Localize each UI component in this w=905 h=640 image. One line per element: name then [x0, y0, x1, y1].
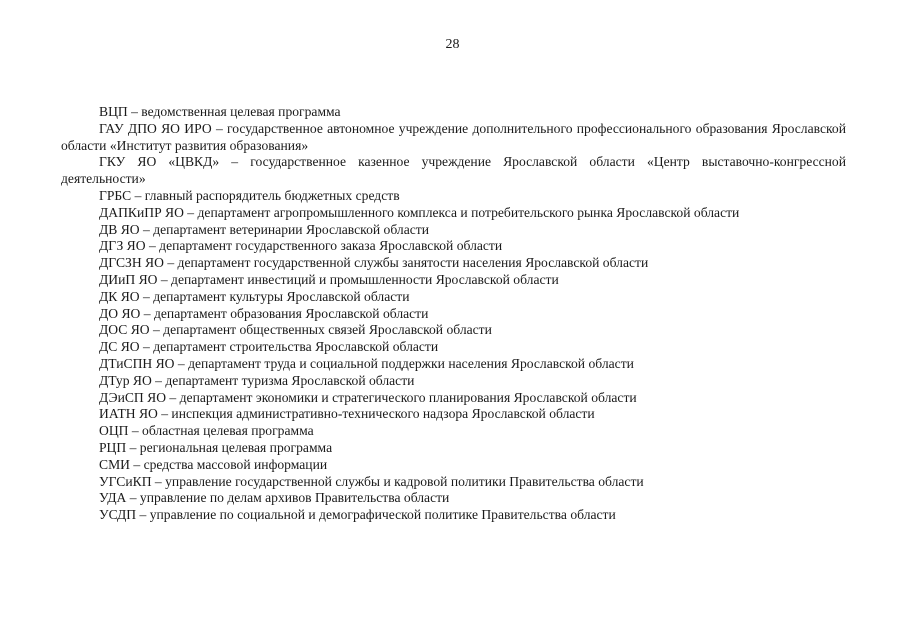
abbreviation-list — [61, 104, 846, 524]
abbreviation-entry-ocp: ОЦП – областная целевая программа — [99, 423, 314, 439]
abbreviation-entry-deisp: ДЭиСП ЯО – департамент экономики и стратегического планирования Ярославской области — [99, 389, 637, 405]
abbreviation-entry-iatn: ИАТН ЯО – инспекция административно-технического надзора Ярославской области — [99, 406, 595, 422]
page-number: 28 — [445, 37, 460, 52]
abbreviation-entry-do: ДО ЯО – департамент образования Ярославской области — [99, 305, 429, 321]
abbreviation-entry-dtispn: ДТиСПН ЯО – департамент труда и социальной поддержки населения Ярославской области — [99, 355, 634, 371]
abbreviation-entry-ugsikp: УГСиКП – управление государственной службы и кадровой политики Правительства области — [99, 473, 644, 489]
abbreviation-entry-dgszn: ДГСЗН ЯО – департамент государственной службы занятости населения Ярославской области — [99, 255, 649, 271]
abbreviation-entry-ds: ДС ЯО – департамент строительства Ярославской области — [99, 339, 439, 355]
abbreviation-entry-diip: ДИиП ЯО – департамент инвестиций и промышленности Ярославской области — [99, 271, 559, 287]
abbreviation-entry-grbs: ГРБС – главный распорядитель бюджетных средств — [99, 187, 400, 203]
abbreviation-entry-dgz: ДГЗ ЯО – департамент государственного заказа Ярославской области — [99, 238, 503, 254]
abbreviation-entry-vcp: ВЦП – ведомственная целевая программа — [99, 104, 341, 119]
abbreviation-entry-dv: ДВ ЯО – департамент ветеринарии Ярославской области — [99, 221, 429, 237]
abbreviation-entry-uda: УДА – управление по делам архивов Правительства области — [99, 490, 450, 506]
abbreviation-entry-usdp: УСДП – управление по социальной и демографической политике Правительства области — [99, 507, 616, 523]
abbreviation-entry-dapkipr: ДАПКиПР ЯО – департамент агропромышленного комплекса и потребительского рынка Ярославской области — [99, 204, 740, 220]
abbreviation-entry-dos: ДОС ЯО – департамент общественных связей Ярославской области — [99, 322, 492, 338]
abbreviation-entry-dk: ДК ЯО – департамент культуры Ярославской области — [99, 288, 410, 304]
abbreviation-entry-dtur: ДТур ЯО – департамент туризма Ярославской области — [99, 372, 415, 388]
abbreviation-entry-rcp: РЦП – региональная целевая программа — [99, 439, 333, 455]
abbreviation-entry-gku-cvkd: ГКУ ЯО «ЦВКД» – государственное казенное учреждение Ярославской области «Центр выставочно-конгрессной деятельности» — [61, 154, 846, 187]
abbreviation-entry-gau-dpo: ГАУ ДПО ЯО ИРО – государственное автономное учреждение дополнительного профессионального образования Ярославской области «Институт развития образования» — [61, 120, 846, 153]
abbreviation-entry-smi: СМИ – средства массовой информации — [99, 456, 328, 472]
